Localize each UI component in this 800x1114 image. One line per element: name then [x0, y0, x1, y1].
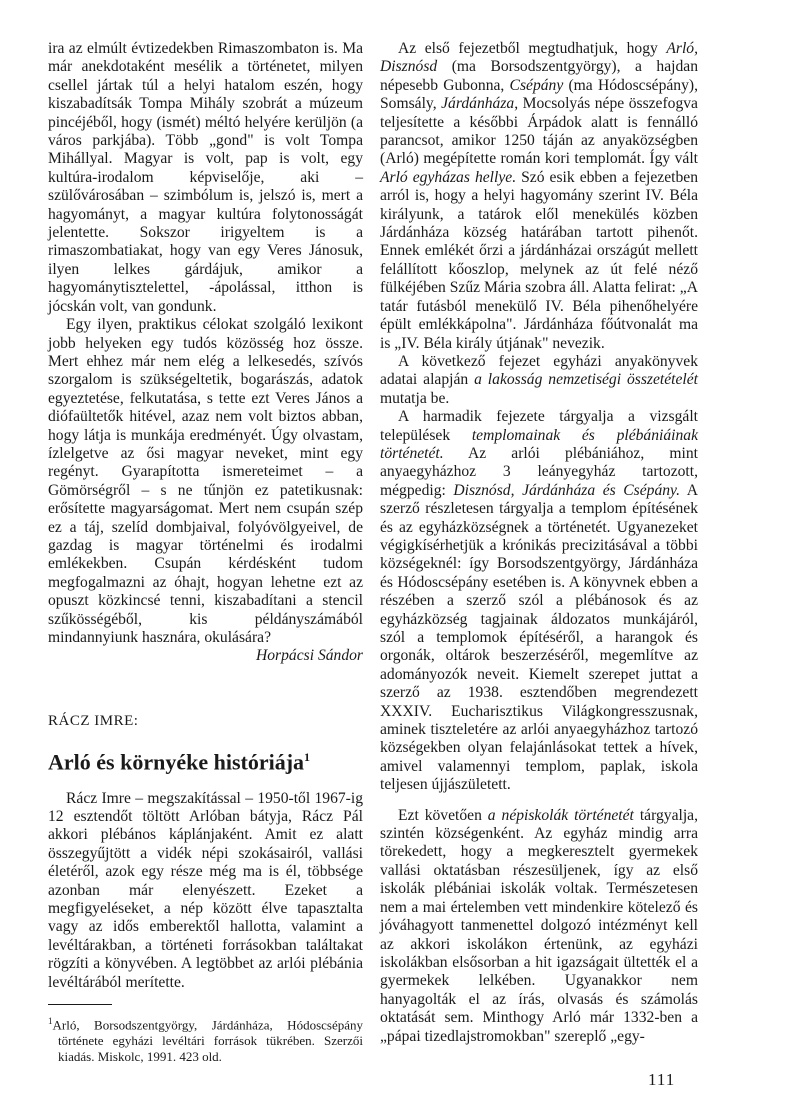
- footnote-mark: 1: [48, 1016, 53, 1027]
- text-run: , Mocsolyás népe összefogva teljesítette a későbbi Árpádok alatt is fennálló parancsot, amikor 1250 táján az anyaközségben (Arló) megépítette román kori templomát. Így vált: [380, 95, 698, 168]
- emphasis: Arló, Disznósd: [380, 40, 698, 76]
- left-paragraph-1: ira az elmúlt évtizedekben Rimaszombaton is. Ma már anekdotaként mesélik a történetet, milyen csellel jártak túl a helyi hatalom eszén, hogy kiszabadítsák Tompa Mihály szobrát a múzeum pincéjéből, hogy (ismét) méltó helyére kerüljön (a város parkjába). Több „gond" is volt Tompa Mihállyal. Magyar is volt, pap is volt, egy kultúra-irodalom képviselője, aki – szülővárosában – szimbólum is, jelszó is, mert a hagyományt, a magyar kultúra folytonosságát jelentette. Sokszor irigyeltem is a rimaszombatiakat, hogy van egy Veres Jánosuk, ilyen lelkes gárdájuk, amikor a hagyománytisztelettel, -ápolással, itthon is jócskán volt, van gondunk.: [48, 40, 363, 315]
- emphasis: templomainak és plébániáinak történetét.: [380, 426, 698, 462]
- text-run: A harmadik fejezete tárgyalja a vizsgált települések: [380, 408, 698, 444]
- left-paragraph-2: Egy ilyen, praktikus célokat szolgáló lexikont jobb helyeken egy tudós közösség hoz össze. Mert ehhez már nem elég a lelkesedés, szívós szorgalom is szükségeltetik, bogarászás, adatok egyeztetése, felkutatása, s tette ezt Veres János a diófaültetők hitével, azaz nem volt biztos abban, hogy látja is munkája eredményét. Úgy olvastam, ízlelgetve az ősi magyar neveket, mint egy regényt. Gyarapította ismereteimet – a Gömörségről – s ne tűnjön ez patetikusnak: erősítette magyarságomat. Mert nem csupán szép ez a táj, szelíd dombjaival, folyóvölgyeivel, de gazdag is magyar történelmi és irodalmi emlékekben. Csupán kérdésként tudom megfogalmazni az óhajt, hogyan lehetne ezt az opuszt közkincsé tenni, kiszabadítani a stencil szűkösségéből, kis példányszámából mindannyiunk hasznára, okulására?: [48, 316, 363, 646]
- text-run: (ma Hódoscsépány), Somsály,: [380, 76, 698, 113]
- right-paragraph-3: [380, 408, 698, 795]
- emphasis: a népiskolák történetét: [487, 806, 634, 824]
- article-title: [48, 744, 363, 775]
- emphasis: a lakosság nemzetiségi összetételét: [474, 371, 698, 389]
- emphasis: Disznósd, Járdánháza és Csépány.: [453, 481, 681, 499]
- text-run: mutatja be.: [380, 389, 450, 407]
- emphasis: Csépány: [509, 76, 564, 94]
- text-run: A következő fejezet egyházi anyakönyvek adatai alapján: [380, 352, 698, 389]
- emphasis: Járdánháza: [441, 95, 515, 113]
- right-column: [380, 40, 698, 1046]
- footnote-divider: [48, 1004, 112, 1005]
- page-number: 111: [648, 1070, 676, 1089]
- text-run: A szerző részletesen tárgyalja a templom építésének és az egyházközségnek a történetét. Ugyanezeket végigkísérhetjük a krónikás precizitásával a többi községeknél: így Borsodszentgyörgy, Járdánháza és Hódoscsépány esetében is. A könyvnek ebben a részében a szerző szól a plébánosok és az egyházközség tagjainak áldozatos munkájáról, szól a templomok építéséről, a harangok és orgonák, oltárok beszerzéséről, megemlítve az adományozók neveit. Kiemelt szerepet juttat a szerző az 1938. esztendőben megrendezett XXXIV. Eucharisztikus Világkongresszusnak, aminek tiszteletére az arlói anyaegyházhoz tartozó községekben olyan felajánlásokat tettek a hívek, amivel valamennyi templom, paplak, iskola teljesen újjászületett.: [380, 481, 698, 794]
- emphasis: Arló egyházas hellye.: [380, 168, 517, 186]
- article-author: RÁCZ IMRE:: [48, 712, 139, 729]
- text-run: (ma Borsodszentgyörgy), a hajdan népesebb Gubonna,: [380, 58, 698, 94]
- footnote-text: Arló, Borsodszentgyörgy, Járdánháza, Hódoscsépány története egyházi levéltári források tükrében. Szerzői kiadás. Miskolc, 1991. 423 old.: [52, 1017, 363, 1065]
- right-paragraph-2: [380, 353, 698, 408]
- right-paragraph-4: [380, 807, 698, 1046]
- text-run: Az arlói plébániához, mint anyaegyházhoz 3 leányegyház tartozott, mégpedig:: [380, 444, 698, 499]
- footnote: [48, 1013, 363, 1065]
- left-column: [48, 40, 363, 1065]
- review-signature: Horpácsi Sándor: [256, 647, 363, 665]
- text-run: Ezt követően: [398, 806, 488, 824]
- article-intro: Rácz Imre – megszakítással – 1950-től 1967-ig 12 esztendőt töltött Arlóban bátyja, Rácz Pál akkori plébános káplánjaként. Amit ez alatt összegyűjtött a vidék népi szokásairól, vallási életéről, azok egy része még ma is él, többsége azonban már elenyészett. Ezeket a megfigyeléseket, a nép között élve tapasztalta vagy az idős emberektől hallotta, valamint a levéltárakban, a történeti forrásokban találtakat rögzíti a könyvében. A legtöbbet az arlói plébánia levéltárából merítette.: [48, 789, 363, 991]
- text-run: tárgyalja, szintén községenként. Az egyház mindig arra törekedett, hogy a megkeresztelt gyermekek vallási oktatásban részesüljenek, így az első iskolák plébániai iskolák voltak. Természetesen nem a mai értelemben vett mindenkire kötelező és jóváhagyott tanmenettel dolgozó intézményt kell az akkori iskolákon értenünk, az egyházi iskolákban elsősorban a hit igazságait ültették el a gyermekek lelkében. Ugyanakkor nem hanyagolták el az írás, olvasás és számolás oktatását sem. Minthogy Arló már 1332-ben a „pápai tizedlajstromokban" szereplő „egy-: [380, 806, 698, 1045]
- right-paragraph-1: [380, 40, 698, 353]
- text-run: Szó esik ebben a fejezetben arról is, hogy a helyi hagyomány szerint IV. Béla királyunk, a tatárok elől menekülés közben Járdánháza község határában tartott pihenőt. Ennek emlékét őrzi a járdánházai országút mellett felállított kőoszlop, melynek az út felé néző fülkéjében Szűz Mária szobra áll. Alatta felirat: „A tatár futásból menekülő IV. Béla pihenőhelyére épült emlékkápolna". Járdánháza főútvonalát ma is „IV. Béla király útjának" nevezik.: [380, 168, 698, 352]
- title-footnote-mark: 1: [304, 750, 311, 765]
- article-title-text: Arló és környéke históriája: [48, 749, 305, 775]
- text-run: Az első fejezetből megtudhatjuk, hogy: [398, 40, 667, 57]
